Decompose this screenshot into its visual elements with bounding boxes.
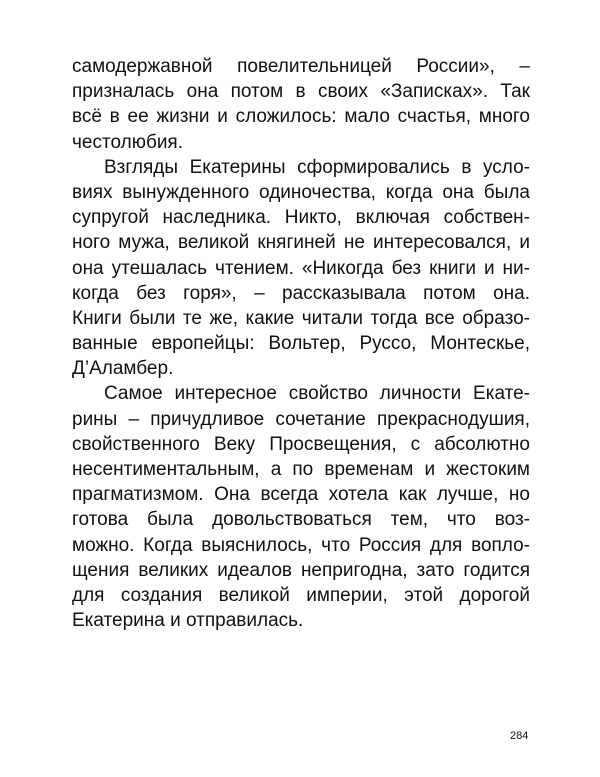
text-line: ванные европейцы: Вольтер, Руссо, Монтескье, [72,333,530,355]
text-line: ного мужа, великой княгиней не интересовался, и [72,232,530,254]
text-line: готова была довольствоваться тем, что воз- [72,509,530,531]
text-line: всё в ее жизни и сложилось: мало счастья, много [72,106,530,128]
text-line: прагматизмом. Она всегда хотела как лучше, но [72,484,530,506]
text-line: честолюбия. [72,131,184,153]
text-line: рины – причудливое сочетание прекраснодушия, [72,408,530,430]
text-line: Д’Аламбер. [72,358,174,380]
text-line: для создания великой империи, этой дорогой [72,584,530,606]
text-line: Книги были те же, какие читали тогда все образо- [72,307,530,329]
text-line: виях вынужденного одиночества, когда она была [72,181,530,203]
page-number: 284 [510,730,529,742]
text-line: свойственного Веку Просвещения, с абсолютно [72,433,530,455]
text-line: можно. Когда выяснилось, что Россия для вопло- [72,534,530,556]
text-line: призналась она потом в своих «Записках». Так [72,81,530,103]
text-line: Взгляды Екатерины сформировались в усло- [104,156,530,178]
text-line: Екатерина и отправилась. [72,610,304,632]
text-line: щения великих идеалов непригодна, зато годится [72,559,530,581]
text-line: несентиментальным, а по временам и жестоким [72,459,530,480]
text-line: Самое интересное свойство личности Екате- [104,383,530,405]
text-line: она утешалась чтением. «Никогда без книги и ни- [72,257,530,279]
text-line: самодержавной повелительницей России», – [72,56,530,77]
body-text [72,54,530,633]
text-line: когда без горя», – рассказывала потом она. [72,282,530,304]
text-line: супругой наследника. Никто, включая собствен- [72,207,530,229]
